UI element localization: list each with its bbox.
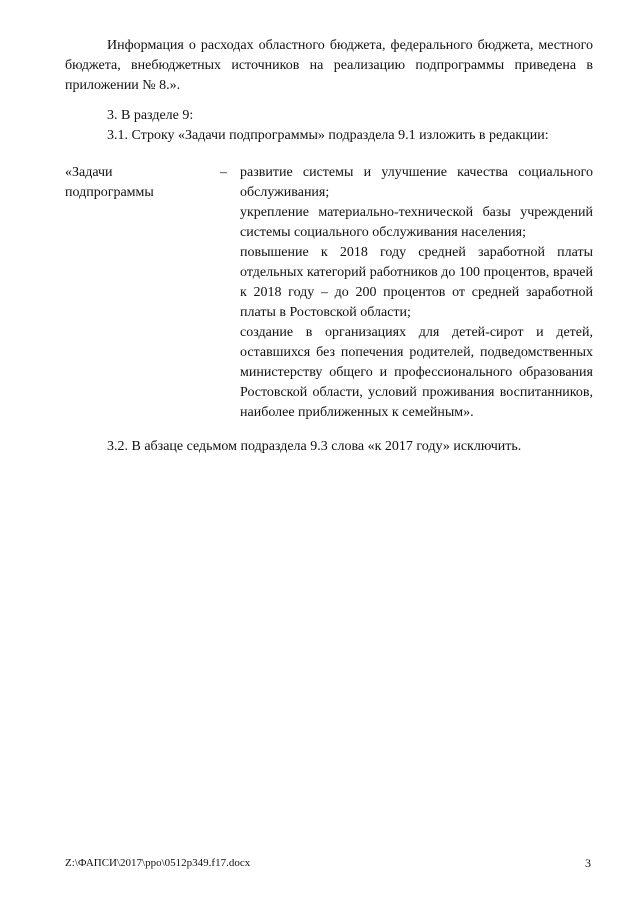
tasks-label: «Задачи подпрограммы [65,165,154,200]
tasks-dash: – [220,165,227,180]
intro-paragraph: Информация о расходах областного бюджета, федерального бюджета, местного бюджета, внебюджетных источников на реализацию подпрограммы приведена в приложении № 8.». [65,38,593,93]
item-3-1: 3.1. Строку «Задачи подпрограммы» подраздела 9.1 изложить в редакции: [107,128,549,143]
tasks-list [240,163,593,423]
task-item: укрепление материально-технической базы учреждений системы социального обслуживания населения; [240,205,593,240]
task-item: повышение к 2018 году средней заработной платы отдельных категорий работников до 100 процентов, врачей к 2018 году – до 200 процентов от средней заработной платы в Ростовской области; [240,245,593,320]
page-number: 3 [585,856,591,870]
task-item: развитие системы и улучшение качества социального обслуживания; [240,165,593,200]
item-3-2: 3.2. В абзаце седьмом подраздела 9.3 слова «к 2017 году» исключить. [107,439,522,454]
section-heading: 3. В разделе 9: [107,108,194,123]
footer-file-path: Z:\ФАПСИ\2017\ppo\0512p349.f17.docx [65,857,251,869]
task-item: создание в организациях для детей-сирот и детей, оставшихся без попечения родителей, подведомственных министерству общего и профессионального образования Ростовской области, условий проживания воспитанников, наиболее приближенных к семейным». [240,325,593,420]
